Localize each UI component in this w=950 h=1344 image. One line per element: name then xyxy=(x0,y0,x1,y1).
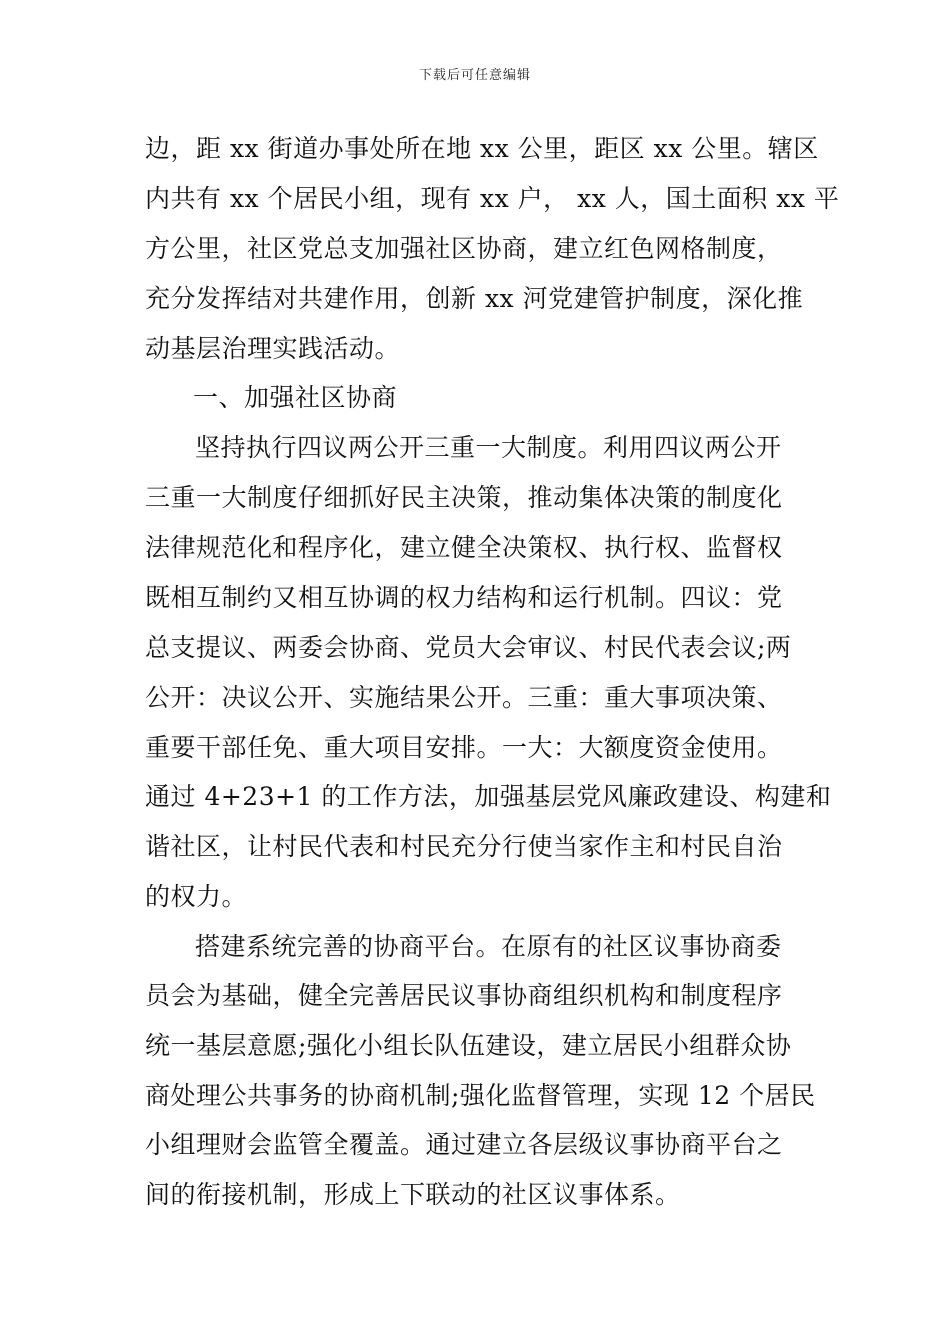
body-text-line: 员会为基础，健全完善居民议事协商组织机构和制度程序 xyxy=(145,981,783,1010)
body-text-line: 搭建系统完善的协商平台。在原有的社区议事协商委 xyxy=(195,932,782,961)
body-text-line: 小组理财会监管全覆盖。通过建立各层级议事协商平台之 xyxy=(145,1130,783,1159)
body-text-line: 谐社区，让村民代表和村民充分行使当家作主和村民自治 xyxy=(145,832,783,861)
body-text-line: 坚持执行四议两公开三重一大制度。利用四议两公开 xyxy=(195,433,782,462)
body-text-line: 方公里，社区党总支加强社区协商，建立红色网格制度， xyxy=(145,234,783,263)
body-text-line: 的权力。 xyxy=(145,882,248,911)
body-text-line: 既相互制约又相互协调的权力结构和运行机制。四议：党 xyxy=(145,583,783,612)
body-text-line: 通过 4+23+1 的工作方法，加强基层党风廉政建设、构建和 xyxy=(145,782,832,811)
page-header: 下载后可任意编辑 xyxy=(418,68,531,83)
body-text-line: 商处理公共事务的协商机制;强化监督管理，实现 12 个居民 xyxy=(145,1081,816,1110)
body-text-line: 间的衔接机制，形成上下联动的社区议事体系。 xyxy=(145,1180,681,1209)
body-text-line: 三重一大制度仔细抓好民主决策，推动集体决策的制度化 xyxy=(145,483,783,512)
body-text-line: 法律规范化和程序化，建立健全决策权、执行权、监督权 xyxy=(145,533,783,562)
body-text-line: 充分发挥结对共建作用，创新 xx 河党建管护制度，深化推 xyxy=(145,284,804,313)
body-text-line: 统一基层意愿;强化小组长队伍建设，建立居民小组群众协 xyxy=(145,1031,792,1060)
body-text-line: 总支提议、两委会协商、党员大会审议、村民代表会议;两 xyxy=(145,633,792,662)
body-text-line: 公开：决议公开、实施结果公开。三重：重大事项决策、 xyxy=(145,683,783,712)
body-text-line: 内共有 xx 个居民小组，现有 xx 户， xx 人，国土面积 xx 平 xyxy=(145,184,840,213)
body-text-line: 重要干部任免、重大项目安排。一大：大额度资金使用。 xyxy=(145,733,783,762)
body-text-line: 动基层治理实践活动。 xyxy=(145,334,401,363)
section-heading: 一、加强社区协商 xyxy=(193,383,398,412)
body-text-line: 边，距 xx 街道办事处所在地 xx 公里，距区 xx 公里。辖区 xyxy=(145,134,819,163)
